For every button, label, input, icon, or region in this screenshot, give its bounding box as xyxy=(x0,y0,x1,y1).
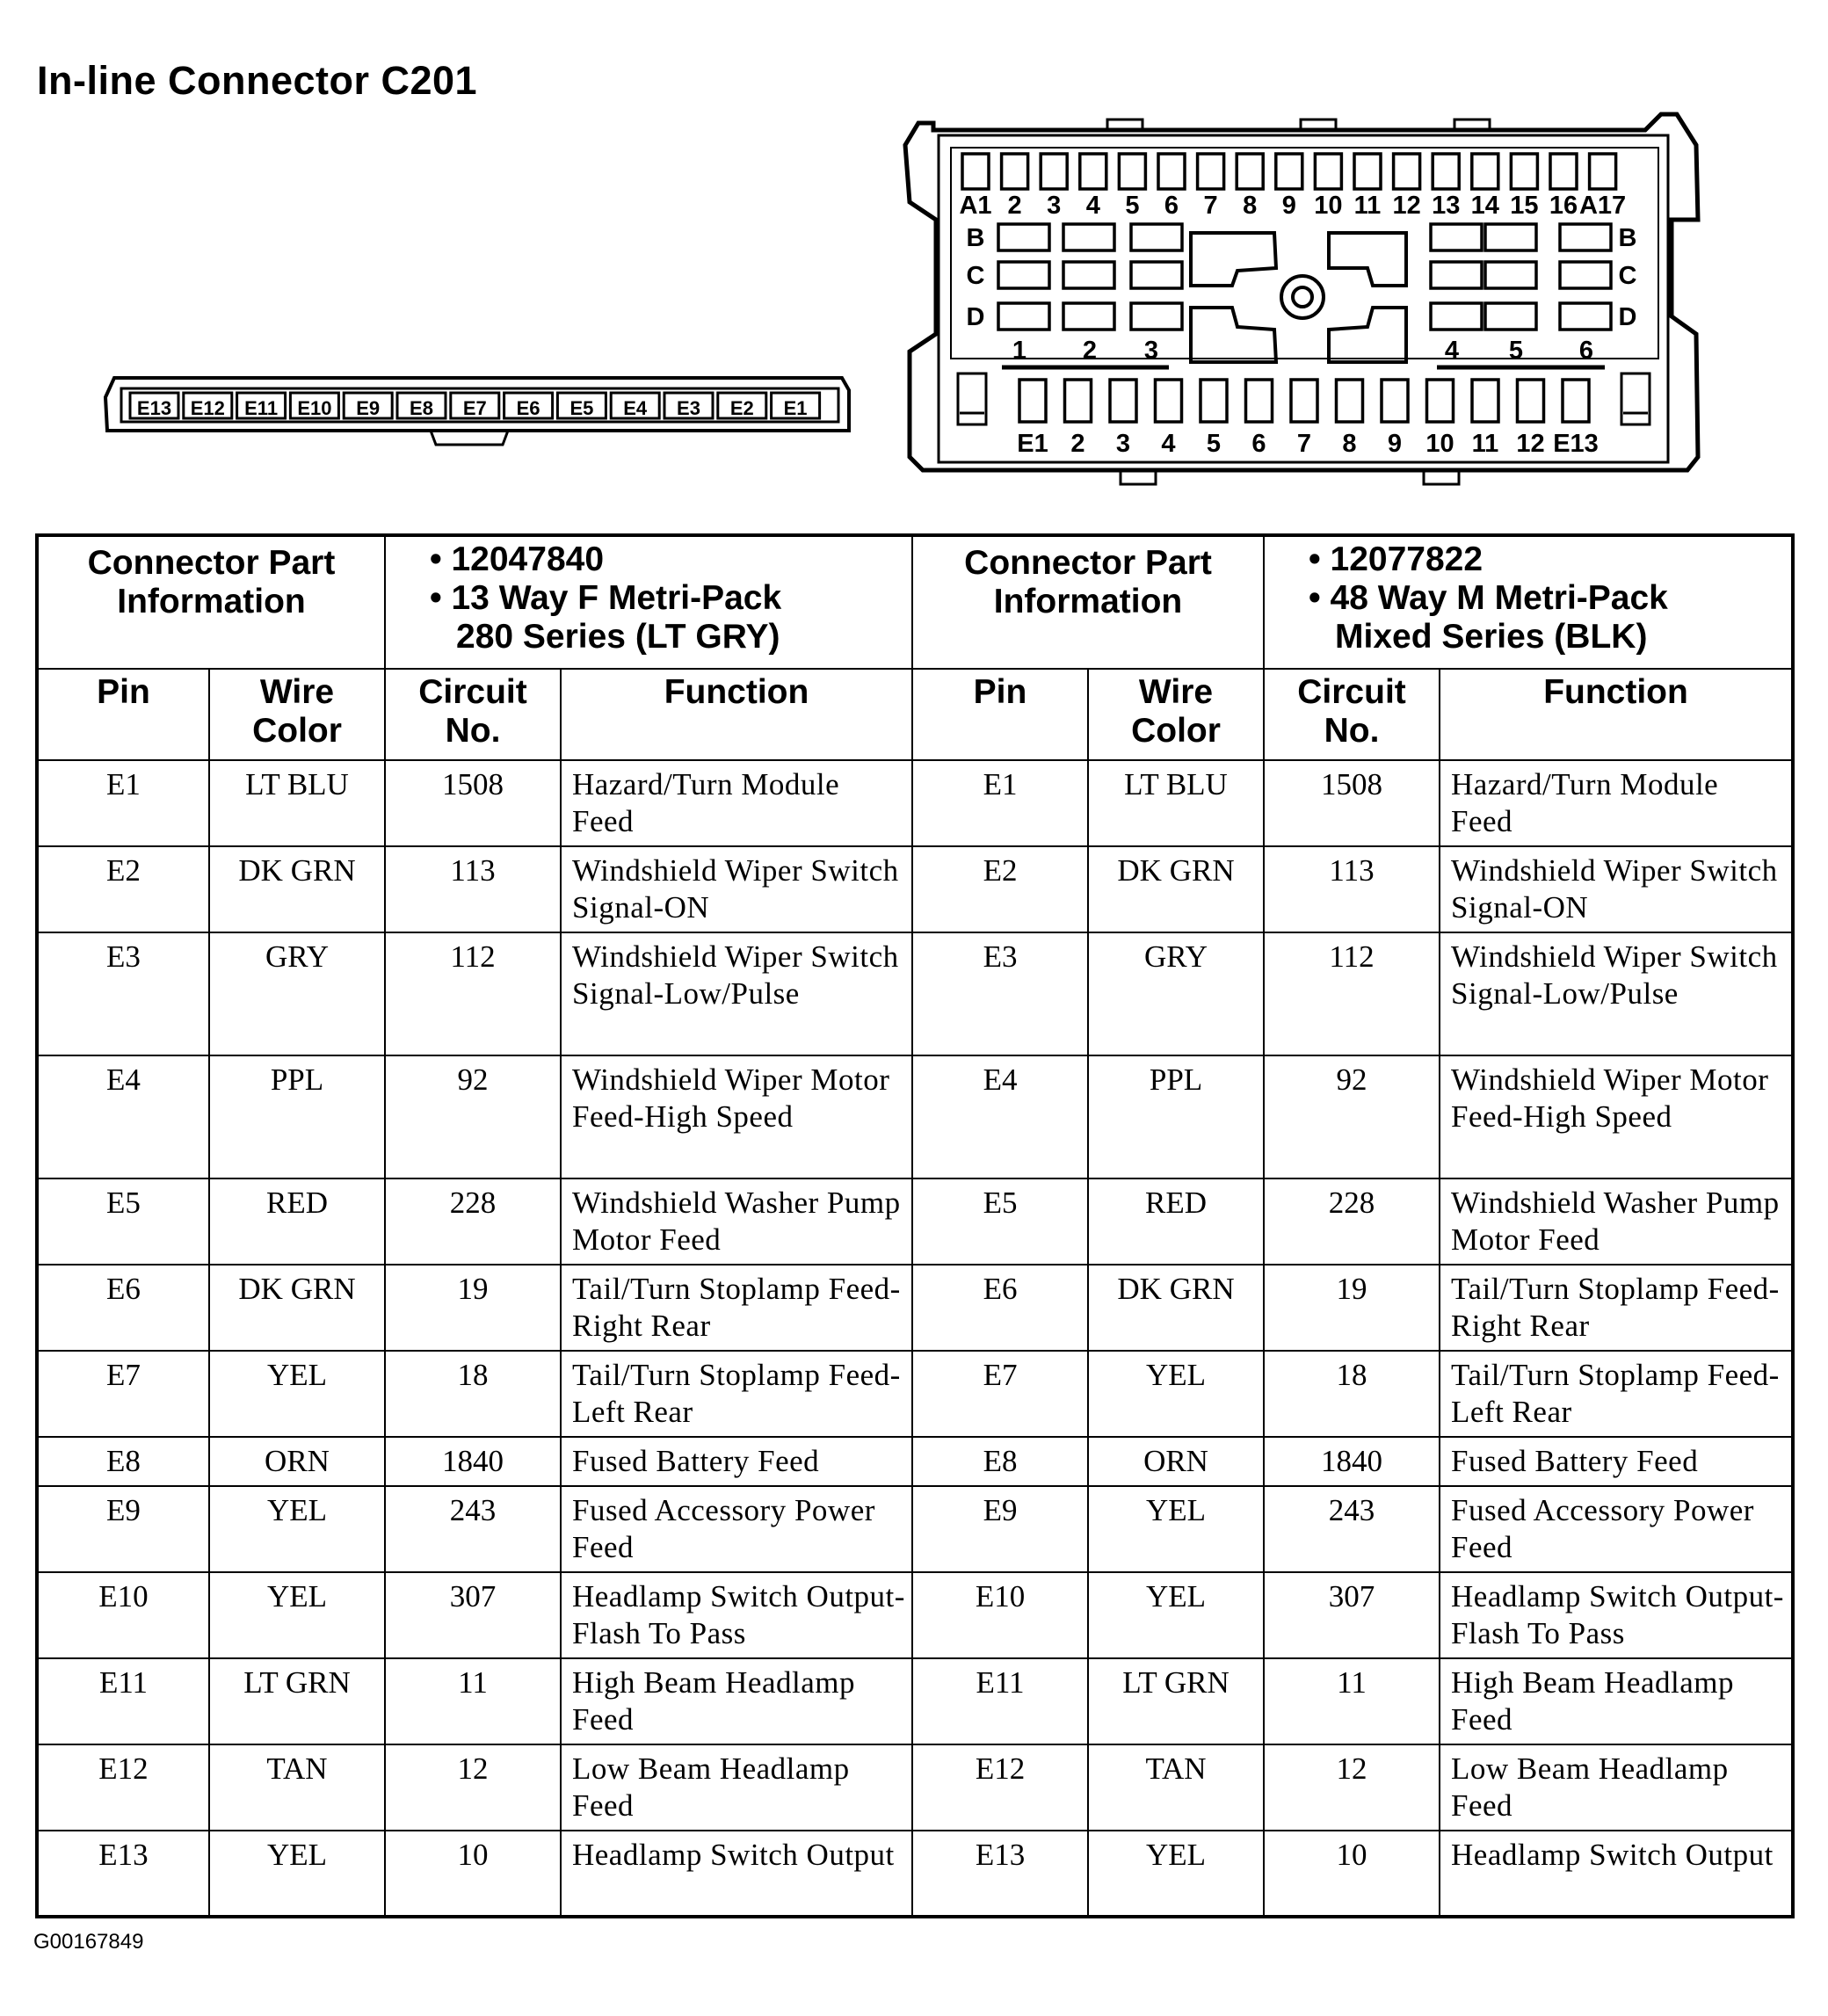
table-row xyxy=(37,1486,1793,1572)
function-cell: Headlamp Switch Output xyxy=(561,1831,912,1917)
circuit-no-cell: 92 xyxy=(385,1055,561,1178)
top-pin-label: 9 xyxy=(1281,192,1296,220)
top-pin-label: 13 xyxy=(1432,192,1461,220)
middle-pin-label: 4 xyxy=(1444,337,1460,365)
circuit-no-cell: 12 xyxy=(1264,1744,1440,1831)
left-info-label: Connector Part Information xyxy=(37,535,385,669)
bottom-pin-label: 11 xyxy=(1471,430,1499,458)
wire-color-cell: ORN xyxy=(1088,1437,1264,1486)
pin-cell: E4 xyxy=(912,1055,1088,1178)
left-pin-label: E4 xyxy=(623,397,648,419)
table-row xyxy=(37,1437,1793,1486)
circuit-no-cell: 228 xyxy=(1264,1178,1440,1265)
circuit-no-cell: 12 xyxy=(385,1744,561,1831)
pin-cell: E9 xyxy=(912,1486,1088,1572)
wire-color-cell: RED xyxy=(1088,1178,1264,1265)
wire-color-cell: YEL xyxy=(1088,1572,1264,1658)
middle-pin-label: 5 xyxy=(1508,337,1524,365)
left-part-line: • 12047840 xyxy=(430,540,605,578)
pin-cell: E10 xyxy=(37,1572,209,1658)
top-cavity xyxy=(1394,154,1420,189)
top-pin-label: 6 xyxy=(1164,192,1179,220)
row-cavity xyxy=(1131,224,1182,250)
top-pin-label: 10 xyxy=(1314,192,1343,220)
part-info-row xyxy=(37,535,1793,669)
top-cavity xyxy=(1472,154,1498,189)
right-part-line: • 48 Way M Metri-Pack xyxy=(1309,579,1668,617)
wire-color-cell: GRY xyxy=(1088,932,1264,1055)
function-cell: Hazard/Turn Module Feed xyxy=(1440,760,1793,846)
left-pin-label: E11 xyxy=(244,397,279,419)
bottom-cavity xyxy=(1246,380,1273,422)
left-connector xyxy=(105,378,849,445)
circuit-no-cell: 11 xyxy=(385,1658,561,1744)
bottom-cavity xyxy=(1427,380,1454,422)
circuit-no-cell: 18 xyxy=(385,1351,561,1437)
pin-cell: E1 xyxy=(37,760,209,846)
left-pin-label: E8 xyxy=(410,397,433,419)
circuit-no-cell: 18 xyxy=(1264,1351,1440,1437)
top-cavity xyxy=(1276,154,1302,189)
top-pin-label: 16 xyxy=(1549,192,1578,220)
function-cell: Windshield Wiper Switch Signal-ON xyxy=(1440,846,1793,932)
left-part-info xyxy=(385,535,912,669)
top-cavity xyxy=(1315,154,1341,189)
pin-cell: E7 xyxy=(912,1351,1088,1437)
bottom-pin-label: 4 xyxy=(1161,430,1176,458)
wire-color-cell: YEL xyxy=(209,1351,385,1437)
bottom-pin-label: 3 xyxy=(1115,430,1131,458)
bottom-pin-label: 10 xyxy=(1425,430,1454,458)
circuit-no-cell: 307 xyxy=(1264,1572,1440,1658)
bottom-cavity xyxy=(1337,380,1363,422)
pin-cell: E12 xyxy=(37,1744,209,1831)
circuit-no-cell: 307 xyxy=(385,1572,561,1658)
function-cell: Fused Battery Feed xyxy=(1440,1437,1793,1486)
figure-code: G00167849 xyxy=(33,1930,144,1954)
function-cell: Headlamp Switch Output xyxy=(1440,1831,1793,1917)
top-pin-label: 4 xyxy=(1085,192,1100,220)
function-cell: High Beam Headlamp Feed xyxy=(561,1658,912,1744)
bottom-cavity xyxy=(1291,380,1317,422)
left-pin-label: E7 xyxy=(462,397,487,419)
pin-cell: E11 xyxy=(912,1658,1088,1744)
wire-color-cell: PPL xyxy=(209,1055,385,1178)
top-cavity xyxy=(962,154,989,189)
circuit-no-cell: 228 xyxy=(385,1178,561,1265)
left-pin-label: E5 xyxy=(569,397,594,419)
middle-pin-label: 1 xyxy=(1012,337,1027,365)
wire-color-cell: YEL xyxy=(209,1572,385,1658)
left-part-line: 280 Series (LT GRY) xyxy=(456,618,780,656)
bottom-pin-label: 9 xyxy=(1387,430,1403,458)
wire-color-cell: DK GRN xyxy=(209,1265,385,1351)
right-part-line: Mixed Series (BLK) xyxy=(1335,618,1648,656)
row-cavity xyxy=(998,303,1049,330)
circuit-no-header: Circuit No. xyxy=(385,669,561,760)
function-cell: Windshield Washer Pump Motor Feed xyxy=(561,1178,912,1265)
circuit-no-cell: 112 xyxy=(1264,932,1440,1055)
wire-color-cell: DK GRN xyxy=(209,846,385,932)
wire-color-cell: PPL xyxy=(1088,1055,1264,1178)
bottom-cavity xyxy=(1201,380,1227,422)
bottom-pin-label: E1 xyxy=(1017,430,1048,458)
top-cavity xyxy=(1198,154,1224,189)
left-pin-label: E3 xyxy=(677,397,700,419)
row-cavity xyxy=(1485,303,1536,330)
table-row xyxy=(37,1572,1793,1658)
wire-color-header: Wire Color xyxy=(1088,669,1264,760)
function-cell: Windshield Wiper Motor Feed-High Speed xyxy=(561,1055,912,1178)
column-header-row xyxy=(37,669,1793,760)
circuit-no-cell: 10 xyxy=(1264,1831,1440,1917)
wire-color-cell: TAN xyxy=(209,1744,385,1831)
bottom-pin-label: 6 xyxy=(1251,430,1266,458)
row-cavity xyxy=(1485,262,1536,288)
function-cell: Fused Accessory Power Feed xyxy=(561,1486,912,1572)
middle-pin-label: 3 xyxy=(1143,337,1159,365)
left-pin-label: E2 xyxy=(729,397,754,419)
bottom-pin-label: E13 xyxy=(1553,430,1599,458)
wire-color-cell: DK GRN xyxy=(1088,1265,1264,1351)
bottom-cavity xyxy=(1563,380,1589,422)
right-info-label: Connector Part Information xyxy=(912,535,1264,669)
bottom-cavity xyxy=(1110,380,1136,422)
connector-diagram xyxy=(0,0,1828,527)
circuit-no-header: Circuit No. xyxy=(1264,669,1440,760)
right-connector xyxy=(905,114,1698,484)
left-pin-label: E10 xyxy=(297,397,332,419)
top-pin-label: 2 xyxy=(1007,192,1022,220)
bottom-pin-label: 5 xyxy=(1206,430,1222,458)
pin-cell: E2 xyxy=(912,846,1088,932)
left-pin-label: E1 xyxy=(783,397,808,419)
row-label-left: C xyxy=(966,262,985,290)
top-pin-label: 8 xyxy=(1243,192,1258,220)
pin-header: Pin xyxy=(912,669,1088,760)
top-pin-label: 14 xyxy=(1470,192,1499,220)
bottom-cavity xyxy=(1019,380,1046,422)
circuit-no-cell: 113 xyxy=(385,846,561,932)
circuit-no-cell: 112 xyxy=(385,932,561,1055)
wire-color-cell: YEL xyxy=(1088,1486,1264,1572)
table-row xyxy=(37,760,1793,846)
circuit-no-cell: 113 xyxy=(1264,846,1440,932)
left-pin-label: E13 xyxy=(136,397,172,419)
pin-header: Pin xyxy=(37,669,209,760)
circuit-no-cell: 1840 xyxy=(1264,1437,1440,1486)
circuit-no-cell: 243 xyxy=(1264,1486,1440,1572)
function-cell: Tail/Turn Stoplamp Feed-Left Rear xyxy=(1440,1351,1793,1437)
function-cell: Headlamp Switch Output-Flash To Pass xyxy=(1440,1572,1793,1658)
top-pin-label: 15 xyxy=(1510,192,1539,220)
pin-cell: E5 xyxy=(37,1178,209,1265)
pin-cell: E11 xyxy=(37,1658,209,1744)
row-cavity xyxy=(1560,303,1611,330)
top-cavity xyxy=(1002,154,1028,189)
left-pin-label: E12 xyxy=(190,397,225,419)
function-header: Function xyxy=(1440,669,1793,760)
row-label-left: D xyxy=(966,303,985,331)
top-cavity xyxy=(1237,154,1263,189)
circuit-no-cell: 19 xyxy=(1264,1265,1440,1351)
pin-cell: E7 xyxy=(37,1351,209,1437)
top-pin-label: 7 xyxy=(1203,192,1218,220)
function-cell: Windshield Washer Pump Motor Feed xyxy=(1440,1178,1793,1265)
row-cavity xyxy=(1560,262,1611,288)
top-cavity xyxy=(1590,154,1616,189)
function-cell: Headlamp Switch Output-Flash To Pass xyxy=(561,1572,912,1658)
connector-table-wrap xyxy=(35,533,1795,1918)
function-cell: High Beam Headlamp Feed xyxy=(1440,1658,1793,1744)
bottom-cavity xyxy=(1156,380,1182,422)
row-cavity xyxy=(1131,262,1182,288)
top-cavity xyxy=(1433,154,1459,189)
row-cavity xyxy=(1560,224,1611,250)
pin-cell: E1 xyxy=(912,760,1088,846)
wire-color-cell: LT BLU xyxy=(209,760,385,846)
top-cavity xyxy=(1354,154,1381,189)
bottom-cavity xyxy=(1065,380,1092,422)
bottom-pin-label: 7 xyxy=(1296,430,1312,458)
table-row xyxy=(37,932,1793,1055)
bottom-pin-label: 2 xyxy=(1070,430,1085,458)
pin-cell: E3 xyxy=(912,932,1088,1055)
circuit-no-cell: 1508 xyxy=(385,760,561,846)
wire-color-cell: ORN xyxy=(209,1437,385,1486)
row-cavity xyxy=(1431,303,1482,330)
top-cavity xyxy=(1158,154,1185,189)
top-cavity xyxy=(1511,154,1537,189)
table-row xyxy=(37,1658,1793,1744)
pin-cell: E4 xyxy=(37,1055,209,1178)
function-cell: Low Beam Headlamp Feed xyxy=(561,1744,912,1831)
pin-cell: E9 xyxy=(37,1486,209,1572)
wire-color-cell: LT BLU xyxy=(1088,760,1264,846)
wire-color-cell: RED xyxy=(209,1178,385,1265)
row-cavity xyxy=(1063,303,1114,330)
function-cell: Tail/Turn Stoplamp Feed-Right Rear xyxy=(561,1265,912,1351)
pin-cell: E8 xyxy=(912,1437,1088,1486)
left-pin-label: E6 xyxy=(516,397,540,419)
pin-cell: E13 xyxy=(37,1831,209,1917)
row-cavity xyxy=(1131,303,1182,330)
function-cell: Fused Battery Feed xyxy=(561,1437,912,1486)
pin-cell: E6 xyxy=(912,1265,1088,1351)
function-cell: Windshield Wiper Switch Signal-Low/Pulse xyxy=(561,932,912,1055)
function-cell: Windshield Wiper Switch Signal-Low/Pulse xyxy=(1440,932,1793,1055)
pin-cell: E8 xyxy=(37,1437,209,1486)
circuit-no-cell: 1840 xyxy=(385,1437,561,1486)
circuit-no-cell: 92 xyxy=(1264,1055,1440,1178)
wire-color-cell: YEL xyxy=(209,1486,385,1572)
table-row xyxy=(37,846,1793,932)
wire-color-cell: YEL xyxy=(209,1831,385,1917)
table-row xyxy=(37,1351,1793,1437)
row-cavity xyxy=(1063,224,1114,250)
circuit-no-cell: 243 xyxy=(385,1486,561,1572)
pin-cell: E2 xyxy=(37,846,209,932)
row-cavity xyxy=(998,224,1049,250)
row-cavity xyxy=(1431,262,1482,288)
function-header: Function xyxy=(561,669,912,760)
wire-color-header: Wire Color xyxy=(209,669,385,760)
wire-color-cell: LT GRN xyxy=(209,1658,385,1744)
page-title: In-line Connector C201 xyxy=(37,58,478,103)
table-row xyxy=(37,1265,1793,1351)
pin-cell: E5 xyxy=(912,1178,1088,1265)
row-cavity xyxy=(1063,262,1114,288)
circuit-no-cell: 10 xyxy=(385,1831,561,1917)
wire-color-cell: YEL xyxy=(1088,1351,1264,1437)
wire-color-cell: DK GRN xyxy=(1088,846,1264,932)
function-cell: Hazard/Turn Module Feed xyxy=(561,760,912,846)
row-cavity xyxy=(998,262,1049,288)
row-label-right: B xyxy=(1618,224,1637,252)
top-cavity xyxy=(1550,154,1577,189)
left-pin-label: E9 xyxy=(356,397,381,419)
row-cavity xyxy=(1431,224,1482,250)
function-cell: Windshield Wiper Switch Signal-ON xyxy=(561,846,912,932)
function-cell: Windshield Wiper Motor Feed-High Speed xyxy=(1440,1055,1793,1178)
top-pin-label: A1 xyxy=(959,192,992,220)
pin-cell: E6 xyxy=(37,1265,209,1351)
top-pin-label: 5 xyxy=(1125,192,1140,220)
row-cavity xyxy=(1485,224,1536,250)
table-row xyxy=(37,1178,1793,1265)
top-cavity xyxy=(1119,154,1145,189)
top-pin-label: 11 xyxy=(1353,192,1382,220)
bottom-cavity xyxy=(1472,380,1498,422)
table-row xyxy=(37,1055,1793,1178)
table-row xyxy=(37,1831,1793,1917)
right-part-info xyxy=(1264,535,1793,669)
left-part-line: • 13 Way F Metri-Pack xyxy=(430,579,782,617)
pin-cell: E3 xyxy=(37,932,209,1055)
row-label-right: C xyxy=(1618,262,1637,290)
bottom-cavity xyxy=(1518,380,1544,422)
circuit-no-cell: 1508 xyxy=(1264,760,1440,846)
circuit-no-cell: 11 xyxy=(1264,1658,1440,1744)
bottom-cavity xyxy=(1382,380,1408,422)
function-cell: Tail/Turn Stoplamp Feed-Left Rear xyxy=(561,1351,912,1437)
bottom-pin-label: 8 xyxy=(1342,430,1357,458)
connector-table xyxy=(35,533,1795,1918)
row-label-left: B xyxy=(966,224,985,252)
wire-color-cell: YEL xyxy=(1088,1831,1264,1917)
top-pin-label: 12 xyxy=(1392,192,1421,220)
function-cell: Low Beam Headlamp Feed xyxy=(1440,1744,1793,1831)
middle-pin-label: 6 xyxy=(1578,337,1594,365)
top-pin-label: 3 xyxy=(1047,192,1062,220)
top-cavity xyxy=(1041,154,1067,189)
wire-color-cell: TAN xyxy=(1088,1744,1264,1831)
wire-color-cell: LT GRN xyxy=(1088,1658,1264,1744)
top-cavity xyxy=(1080,154,1106,189)
top-pin-label: A17 xyxy=(1578,192,1627,220)
function-cell: Tail/Turn Stoplamp Feed-Right Rear xyxy=(1440,1265,1793,1351)
row-label-right: D xyxy=(1618,303,1637,331)
pin-cell: E12 xyxy=(912,1744,1088,1831)
right-part-line: • 12077822 xyxy=(1309,540,1483,578)
pin-cell: E10 xyxy=(912,1572,1088,1658)
middle-pin-label: 2 xyxy=(1082,337,1098,365)
bottom-pin-label: 12 xyxy=(1516,430,1545,458)
table-row xyxy=(37,1744,1793,1831)
pin-cell: E13 xyxy=(912,1831,1088,1917)
function-cell: Fused Accessory Power Feed xyxy=(1440,1486,1793,1572)
wire-color-cell: GRY xyxy=(209,932,385,1055)
circuit-no-cell: 19 xyxy=(385,1265,561,1351)
